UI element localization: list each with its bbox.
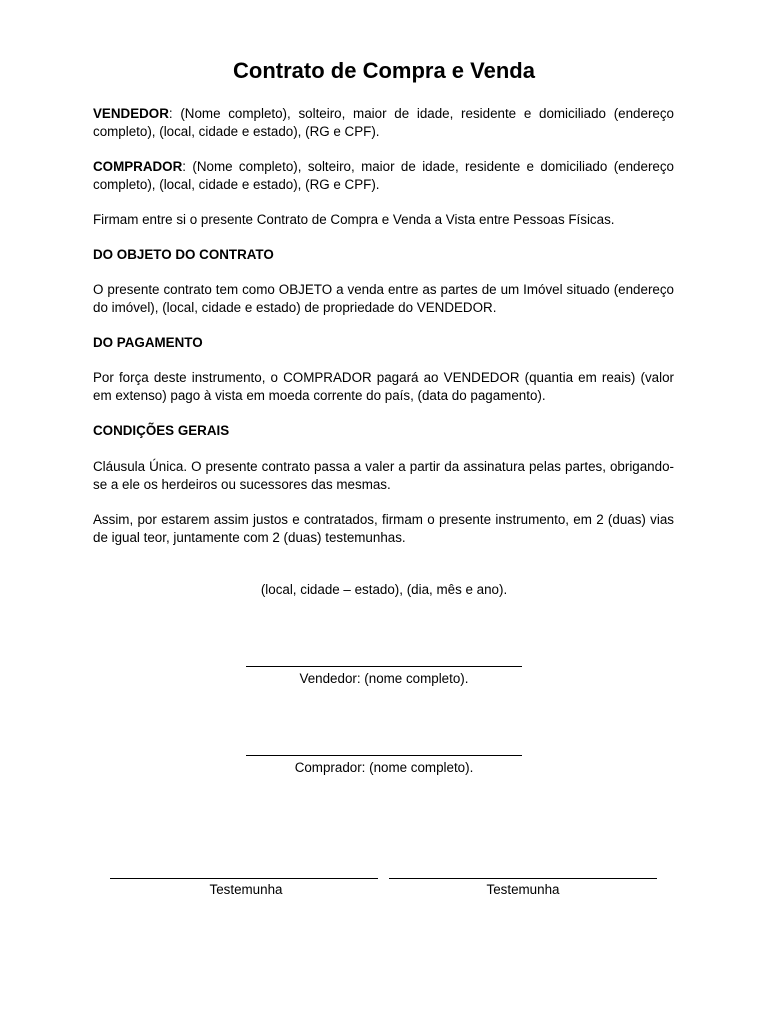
closing-paragraph: Assim, por estarem assim justos e contratados, firmam o presente instrumento, em 2 (duas) vias de igual teor, juntamente com 2 (duas) testemunhas. — [93, 512, 674, 545]
comprador-signature-line — [246, 755, 522, 756]
comprador-label: COMPRADOR — [93, 159, 183, 174]
witness-1-signature-label: Testemunha — [209, 882, 283, 897]
comprador-paragraph — [93, 158, 674, 194]
section-heading-condicoes: CONDIÇÕES GERAIS — [93, 423, 230, 438]
witness-2-signature-label: Testemunha — [486, 882, 560, 897]
vendedor-text: : (Nome completo), solteiro, maior de idade, residente e domiciliado (endereço completo), (local, cidade e estado), (RG e CPF). — [93, 106, 674, 139]
comprador-signature-label: Comprador: (nome completo). — [294, 760, 474, 775]
section-heading-objeto: DO OBJETO DO CONTRATO — [93, 247, 274, 262]
section-heading-pagamento: DO PAGAMENTO — [93, 335, 203, 350]
intro-paragraph: Firmam entre si o presente Contrato de Compra e Venda a Vista entre Pessoas Físicas. — [93, 212, 615, 227]
vendedor-signature-line — [246, 666, 522, 667]
section-text-objeto: O presente contrato tem como OBJETO a venda entre as partes de um Imóvel situado (endereço do imóvel), (local, cidade e estado) de propriedade do VENDEDOR. — [93, 282, 674, 315]
place-date-line: (local, cidade – estado), (dia, mês e ano). — [260, 582, 508, 597]
vendedor-label: VENDEDOR — [93, 106, 169, 121]
comprador-text: : (Nome completo), solteiro, maior de idade, residente e domiciliado (endereço completo), (local, cidade e estado), (RG e CPF). — [93, 159, 674, 192]
vendedor-paragraph — [93, 105, 674, 141]
vendedor-signature-label: Vendedor: (nome completo). — [299, 671, 469, 686]
section-text-pagamento: Por força deste instrumento, o COMPRADOR pagará ao VENDEDOR (quantia em reais) (valor em extenso) pago à vista em moeda corrente do país, (data do pagamento). — [93, 370, 674, 403]
witness-2-signature-line — [389, 878, 657, 879]
witness-1-signature-line — [110, 878, 378, 879]
section-text-condicoes: Cláusula Única. O presente contrato passa a valer a partir da assinatura pelas partes, obrigando-se a ele os herdeiros ou sucessores das mesmas. — [93, 459, 674, 492]
document-title: Contrato de Compra e Venda — [233, 58, 535, 83]
